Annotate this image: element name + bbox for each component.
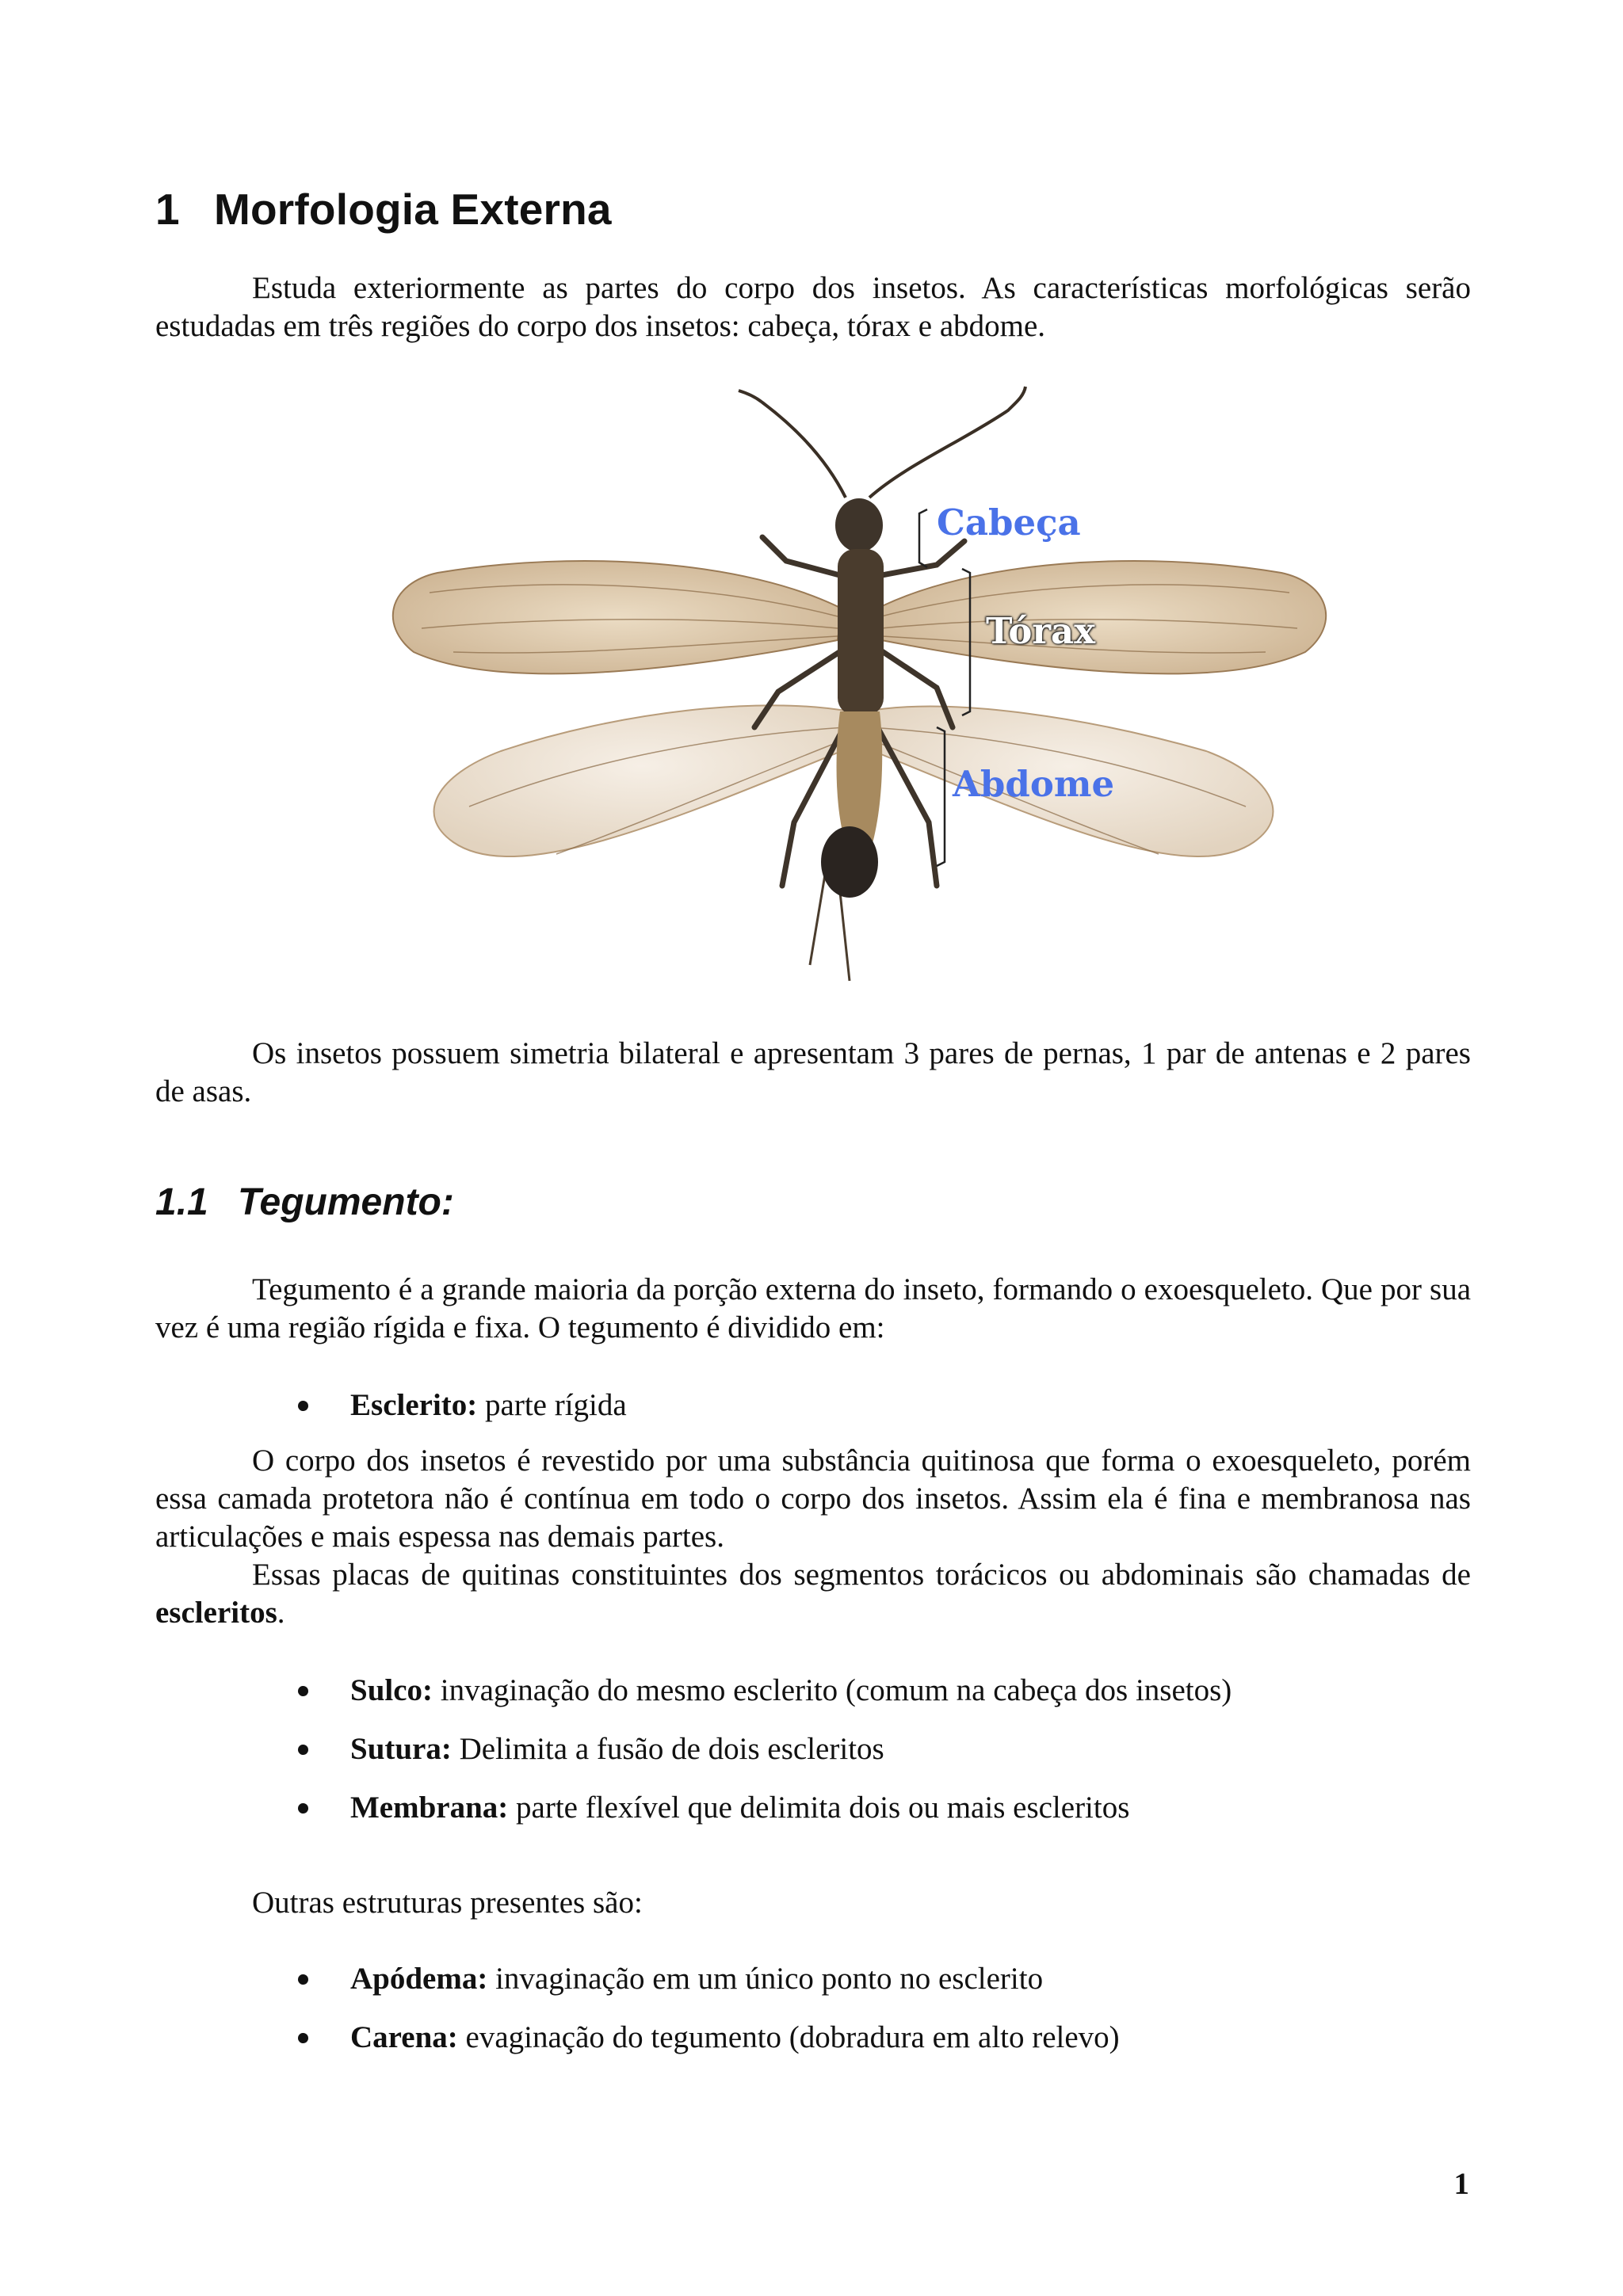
page-number: 1 bbox=[1453, 2167, 1469, 2201]
list-item bbox=[293, 1789, 1232, 1848]
list-item bbox=[293, 1672, 1232, 1730]
bullet-term: Apódema: bbox=[350, 1962, 488, 1996]
list-item bbox=[293, 1386, 627, 1445]
corpo-paragraph bbox=[155, 1442, 1471, 1556]
bullet-dot bbox=[298, 1803, 308, 1814]
subsection-number: 1.1 bbox=[155, 1181, 208, 1223]
right-fore-wing bbox=[877, 561, 1326, 673]
bullet-desc: evaginação do tegumento (dobradura em alto relevo) bbox=[457, 2020, 1120, 2054]
list-item bbox=[293, 1960, 1120, 2019]
intro-paragraph bbox=[155, 269, 1471, 345]
label-abdomen: Abdome bbox=[953, 763, 1115, 805]
bullet-term: Sulco: bbox=[350, 1673, 433, 1707]
section-heading bbox=[155, 184, 612, 235]
intro-text: Estuda exteriormente as partes do corpo dos insetos. As características morfológicas serão estudadas em três regiões do corpo dos insetos: cabeça, tórax e abdome. bbox=[155, 271, 1471, 343]
corpo-text: O corpo dos insetos é revestido por uma substância quitinosa que forma o exoesqueleto, porém essa camada protetora não é contínua em todo o corpo dos insetos. Assim ela é fina e membranosa nas articulações e mais espessa nas demais partes. bbox=[155, 1444, 1471, 1554]
placas-end: . bbox=[277, 1596, 285, 1630]
right-antenna bbox=[869, 387, 1025, 498]
insect-figure bbox=[382, 379, 1339, 995]
tegumento-text: Tegumento é a grande maioria da porção externa do inseto, formando o exoesqueleto. Que por sua vez é uma região rígida e fixa. O tegumento é dividido em: bbox=[155, 1272, 1471, 1344]
section-number: 1 bbox=[155, 185, 180, 234]
bullet-dot bbox=[298, 1974, 308, 1985]
bullet-dot bbox=[298, 1686, 308, 1696]
left-fore-wing bbox=[393, 561, 842, 673]
bullet-dot bbox=[298, 1401, 308, 1411]
bullet-list-esclerito bbox=[293, 1386, 627, 1445]
bullet-desc: invaginação do mesmo esclerito (comum na cabeça dos insetos) bbox=[433, 1673, 1232, 1707]
bullet-term: Membrana: bbox=[350, 1791, 509, 1825]
label-head: Cabeça bbox=[937, 502, 1081, 543]
egg-mass bbox=[821, 826, 878, 898]
left-hind-wing bbox=[434, 705, 850, 856]
bullet-dot bbox=[298, 2033, 308, 2043]
symmetry-paragraph bbox=[155, 1035, 1471, 1111]
section-title: Morfologia Externa bbox=[214, 185, 612, 234]
placas-paragraph bbox=[155, 1556, 1471, 1632]
bullet-dot bbox=[298, 1745, 308, 1755]
placas-bold: escleritos bbox=[155, 1596, 277, 1630]
bullet-list-outras bbox=[293, 1960, 1120, 2077]
outras-text: Outras estruturas presentes são: bbox=[252, 1886, 643, 1920]
bullet-term: Carena: bbox=[350, 2020, 458, 2054]
list-item bbox=[293, 2019, 1120, 2077]
subsection-title: Tegumento: bbox=[238, 1181, 454, 1223]
left-cercus bbox=[810, 870, 826, 965]
bullet-term: Esclerito: bbox=[350, 1388, 478, 1422]
label-thorax: Tórax bbox=[986, 610, 1096, 652]
left-antenna bbox=[739, 391, 846, 498]
subsection-heading bbox=[155, 1180, 454, 1224]
bullet-list-estruturas bbox=[293, 1672, 1232, 1848]
list-item bbox=[293, 1730, 1232, 1789]
bullet-desc: invaginação em um único ponto no esclerito bbox=[487, 1962, 1044, 1996]
bullet-term: Sutura: bbox=[350, 1732, 452, 1766]
tegumento-paragraph bbox=[155, 1271, 1471, 1347]
insect-thorax bbox=[838, 549, 884, 715]
placas-text: Essas placas de quitinas constituintes dos segmentos torácicos ou abdominais são chamadas de bbox=[252, 1558, 1471, 1592]
bullet-desc: Delimita a fusão de dois escleritos bbox=[451, 1732, 884, 1766]
region-brackets bbox=[919, 509, 970, 866]
insect-illustration bbox=[382, 379, 1339, 995]
bullet-desc: parte rígida bbox=[477, 1388, 627, 1422]
bullet-desc: parte flexível que delimita dois ou mais escleritos bbox=[508, 1791, 1130, 1825]
insect-head bbox=[835, 498, 883, 552]
outras-paragraph bbox=[155, 1884, 1471, 1922]
symmetry-text: Os insetos possuem simetria bilateral e apresentam 3 pares de pernas, 1 par de antenas e 2 pares de asas. bbox=[155, 1036, 1471, 1108]
